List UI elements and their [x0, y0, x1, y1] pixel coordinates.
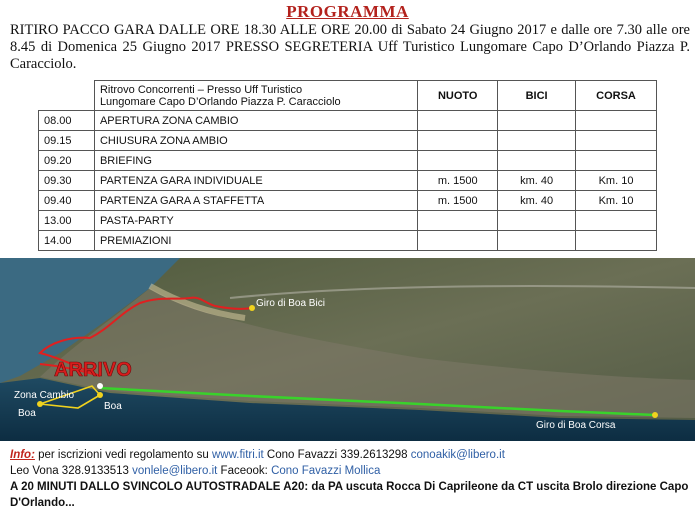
header-ritrovo — [94, 81, 417, 111]
giro-boa-bici-marker — [249, 305, 255, 311]
time-cell: 09.30 — [39, 171, 95, 191]
facebook-text: Faceook: — [217, 465, 272, 477]
corsa-cell — [576, 231, 657, 251]
bici-cell — [498, 131, 576, 151]
bici-cell — [498, 111, 576, 131]
bici-cell — [498, 231, 576, 251]
zona-cambio-label: Zona Cambio — [14, 390, 75, 401]
leo-email-link[interactable]: vonlele@libero.it — [132, 465, 218, 477]
line2-text: Leo Vona 328.9133513 — [10, 465, 133, 477]
schedule-table — [38, 80, 657, 251]
time-cell: 09.40 — [39, 191, 95, 211]
table-row — [39, 111, 657, 131]
bici-cell — [498, 211, 576, 231]
footer-line2 — [10, 463, 690, 479]
info-label: Info: — [10, 449, 35, 461]
boa-marker-right — [97, 392, 103, 398]
time-cell: 08.00 — [39, 111, 95, 131]
event-cell: PREMIAZIONI — [94, 231, 417, 251]
facebook-link[interactable]: Cono Favazzi Mollica — [271, 465, 381, 477]
table-header-row — [39, 81, 657, 111]
bici-cell: km. 40 — [498, 171, 576, 191]
bici-cell: km. 40 — [498, 191, 576, 211]
event-cell: PASTA-PARTY — [94, 211, 417, 231]
header-bici: BICI — [498, 81, 576, 111]
boa-right-label: Boa — [104, 401, 122, 412]
header-nuoto: NUOTO — [418, 81, 498, 111]
corsa-cell: Km. 10 — [576, 191, 657, 211]
giro-boa-bici-label: Giro di Boa Bici — [256, 298, 325, 309]
directions-text: A 20 MINUTI DALLO SVINCOLO AUTOSTRADALE A20: da PA uscuta Rocca Di Caprileone da CT uscita Brolo direzione Capo D'Orlando... — [10, 481, 689, 509]
event-cell: BRIEFING — [94, 151, 417, 171]
cono-email-link[interactable]: conoakik@libero.it — [410, 449, 505, 461]
boa-marker-left — [37, 401, 43, 407]
nuoto-cell: m. 1500 — [418, 191, 498, 211]
boa-left-label: Boa — [18, 408, 36, 419]
giro-boa-corsa-label: Giro di Boa Corsa — [536, 420, 616, 431]
header-empty-cell — [39, 81, 95, 111]
table-row — [39, 171, 657, 191]
intro-paragraph: RITIRO PACCO GARA DALLE ORE 18.30 ALLE ORE 20.00 di Sabato 24 Giugno 2017 e dalle ore 7.30 alle ore 8.45 di Domenica 25 Giugno 2017 PRESSO SEGRETERIA Uff Turistico Lungomare Capo D’Orlando Piazza P. Caracciolo. — [10, 22, 690, 72]
time-cell: 09.20 — [39, 151, 95, 171]
corsa-cell — [576, 151, 657, 171]
table-row — [39, 131, 657, 151]
table-row — [39, 231, 657, 251]
nuoto-cell — [418, 151, 498, 171]
cono-text: Cono Favazzi 339.2613298 — [263, 449, 411, 461]
event-cell: PARTENZA GARA INDIVIDUALE — [94, 171, 417, 191]
event-cell: PARTENZA GARA A STAFFETTA — [94, 191, 417, 211]
nuoto-cell — [418, 231, 498, 251]
corsa-cell — [576, 111, 657, 131]
table-row — [39, 151, 657, 171]
corsa-cell — [576, 131, 657, 151]
race-course-map — [0, 258, 695, 441]
time-cell: 13.00 — [39, 211, 95, 231]
arrivo-label: ARRIVO — [54, 359, 132, 381]
nuoto-cell — [418, 111, 498, 131]
nuoto-cell: m. 1500 — [418, 171, 498, 191]
footer-info — [10, 447, 690, 511]
table-row — [39, 211, 657, 231]
header-corsa: CORSA — [576, 81, 657, 111]
line1-text: per iscrizioni vedi regolamento su — [34, 449, 212, 461]
ritrovo-line2: Lungomare Capo D’Orlando Piazza P. Caracciolo — [99, 95, 341, 108]
nuoto-cell — [418, 131, 498, 151]
time-cell: 09.15 — [39, 131, 95, 151]
table-row — [39, 191, 657, 211]
footer-line3 — [10, 479, 690, 511]
map-svg — [0, 258, 695, 441]
programma-heading: PROGRAMMA — [286, 2, 409, 21]
footer-line1 — [10, 447, 690, 463]
bici-cell — [498, 151, 576, 171]
page-title — [0, 2, 695, 22]
zona-cambio-marker — [97, 383, 103, 389]
event-cell: CHIUSURA ZONA AMBIO — [94, 131, 417, 151]
time-cell: 14.00 — [39, 231, 95, 251]
event-cell: APERTURA ZONA CAMBIO — [94, 111, 417, 131]
corsa-cell: Km. 10 — [576, 171, 657, 191]
giro-boa-corsa-marker — [652, 412, 658, 418]
fitri-link[interactable]: www.fitri.it — [211, 449, 264, 461]
nuoto-cell — [418, 211, 498, 231]
corsa-cell — [576, 211, 657, 231]
ritrovo-line1: Ritrovo Concorrenti – Presso Uff Turistico — [99, 83, 303, 96]
